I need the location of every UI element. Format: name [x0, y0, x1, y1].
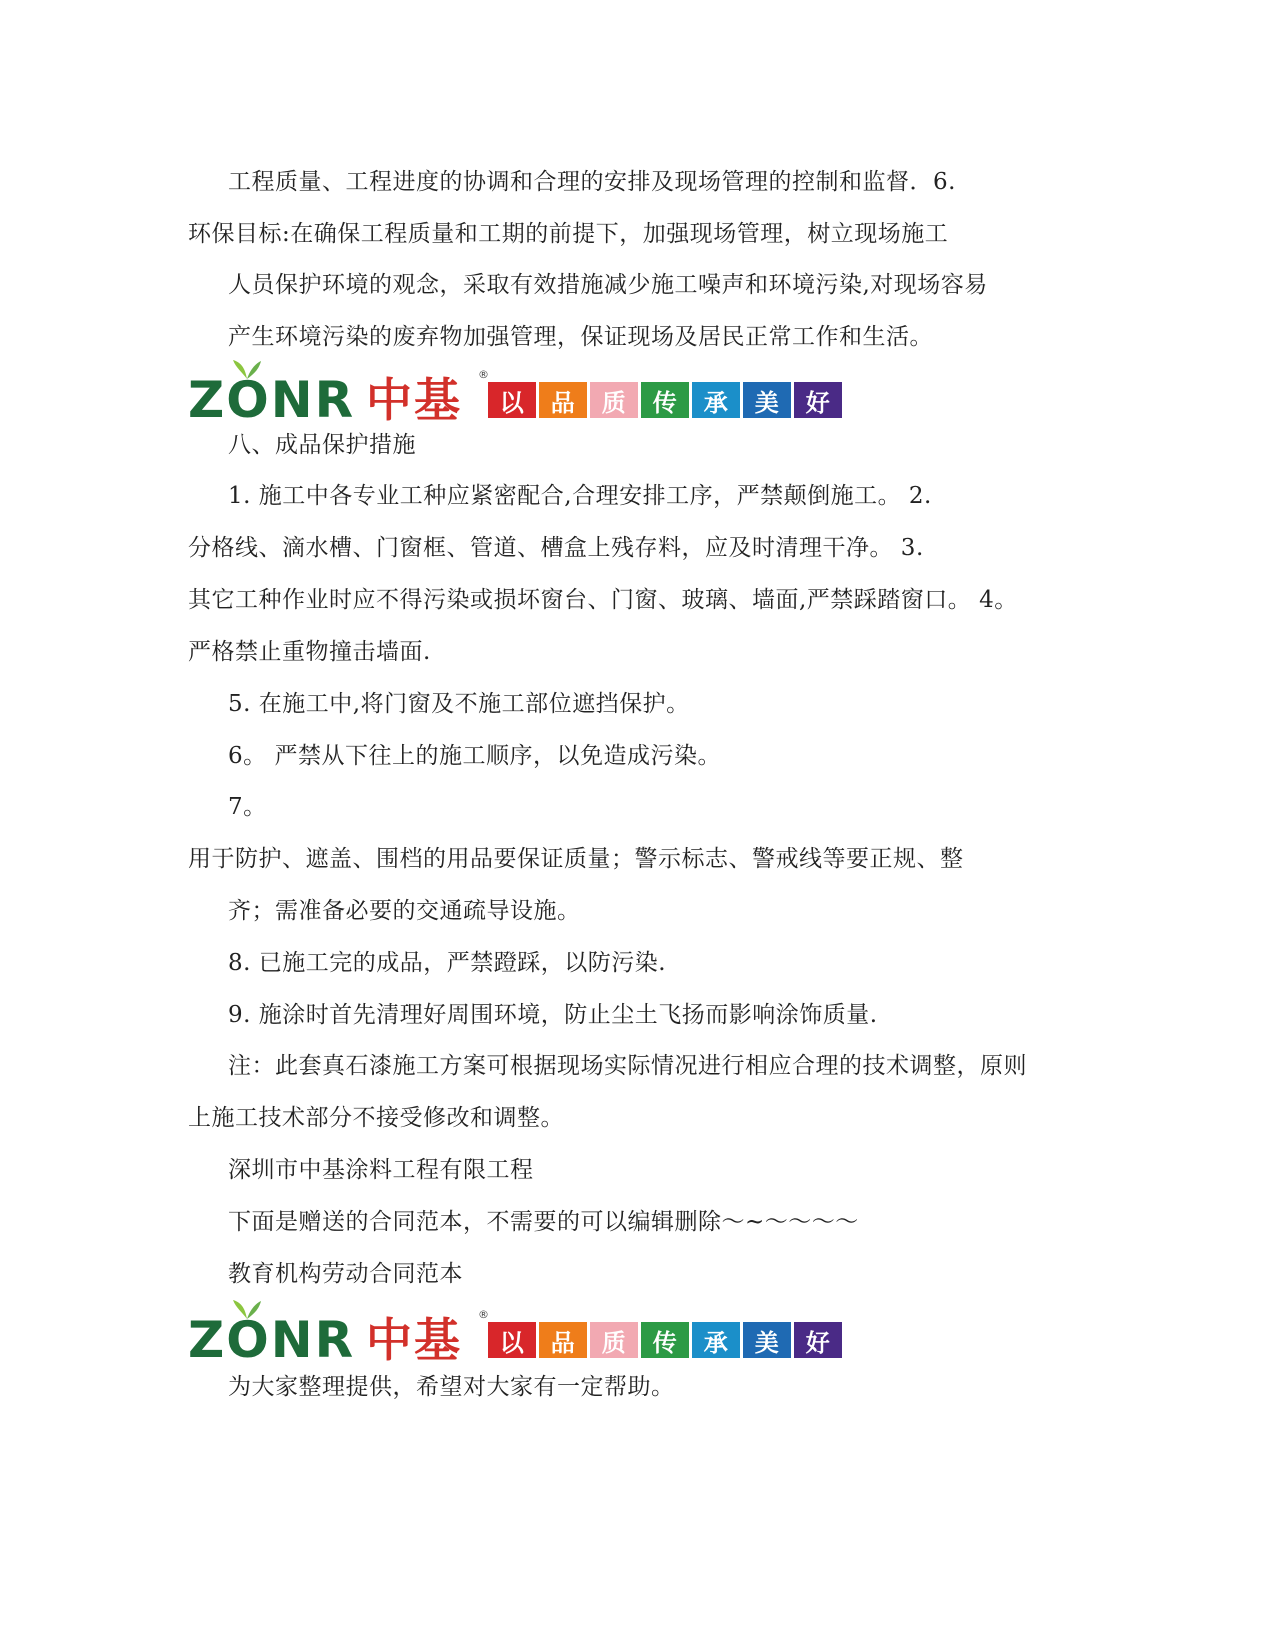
paragraph-line: 9. 施涂时首先清理好周围环境，防止尘土飞扬而影响涂饰质量.: [228, 1002, 878, 1028]
paragraph-line: 注：此套真石漆施工方案可根据现场实际情况进行相应合理的技术调整，原则: [228, 1053, 1027, 1079]
slogan-tile: 好: [794, 382, 842, 418]
brand-latin: ZONR: [188, 371, 356, 429]
paragraph-line: 教育机构劳动合同范本: [228, 1261, 463, 1287]
paragraph-line: 其它工种作业时应不得污染或损坏窗台、门窗、玻璃、墙面,严禁踩踏窗口。 4。: [188, 587, 1018, 613]
paragraph-line: 5. 在施工中,将门窗及不施工部位遮挡保护。: [228, 691, 690, 717]
brand-cn: 中基: [366, 373, 462, 427]
paragraph-line: 下面是赠送的合同范本，不需要的可以编辑删除～~～～～～: [228, 1209, 859, 1235]
zonr-logo: [188, 1306, 848, 1370]
slogan-tile: 好: [794, 1322, 842, 1358]
slogan-tile: 质: [590, 1322, 638, 1358]
brand-latin: ZONR: [188, 1311, 356, 1369]
slogan-tile: 质: [590, 382, 638, 418]
zonr-logo: [188, 366, 848, 430]
slogan-tile: 承: [692, 1322, 740, 1358]
slogan-tile: 美: [743, 382, 791, 418]
paragraph-line: 为大家整理提供，希望对大家有一定帮助。: [228, 1374, 675, 1400]
registered-mark: ®: [478, 1308, 490, 1321]
paragraph-line: 1. 施工中各专业工种应紧密配合,合理安排工序，严禁颠倒施工。 2.: [228, 483, 932, 509]
section-heading: 八、成品保护措施: [228, 432, 416, 458]
slogan-tile: 品: [539, 1322, 587, 1358]
slogan-tile: 美: [743, 1322, 791, 1358]
paragraph-line: 工程质量、工程进度的协调和合理的安排及现场管理的控制和监督．6.: [228, 169, 956, 195]
paragraph-line: 6。 严禁从下往上的施工顺序，以免造成污染。: [228, 743, 721, 769]
slogan-tiles: [488, 1322, 842, 1362]
paragraph-line: 分格线、滴水槽、门窗框、管道、槽盒上残存料，应及时清理干净。 3.: [188, 535, 924, 561]
paragraph-line: 人员保护环境的观念，采取有效措施减少施工噪声和环境污染,对现场容易: [228, 272, 988, 298]
slogan-tile: 以: [488, 1322, 536, 1358]
slogan-tile: 以: [488, 382, 536, 418]
paragraph-line: 上施工技术部分不接受修改和调整。: [188, 1105, 564, 1131]
registered-mark: ®: [478, 368, 490, 381]
paragraph-line: 环保目标:在确保工程质量和工期的前提下，加强现场管理，树立现场施工: [188, 221, 949, 247]
slogan-tiles: [488, 382, 842, 422]
brand-cn: 中基: [366, 1313, 462, 1367]
slogan-tile: 承: [692, 382, 740, 418]
paragraph-line: 用于防护、遮盖、围档的用品要保证质量；警示标志、警戒线等要正规、整: [188, 846, 964, 872]
company-name: 深圳市中基涂料工程有限工程: [228, 1157, 534, 1183]
paragraph-line: 严格禁止重物撞击墙面.: [188, 639, 431, 665]
slogan-tile: 传: [641, 382, 689, 418]
paragraph-line: 7。: [228, 794, 267, 820]
paragraph-line: 产生环境污染的废弃物加强管理，保证现场及居民正常工作和生活。: [228, 324, 933, 350]
paragraph-line: 齐；需准备必要的交通疏导设施。: [228, 898, 581, 924]
paragraph-line: 8. 已施工完的成品，严禁蹬踩，以防污染.: [228, 950, 667, 976]
slogan-tile: 传: [641, 1322, 689, 1358]
slogan-tile: 品: [539, 382, 587, 418]
